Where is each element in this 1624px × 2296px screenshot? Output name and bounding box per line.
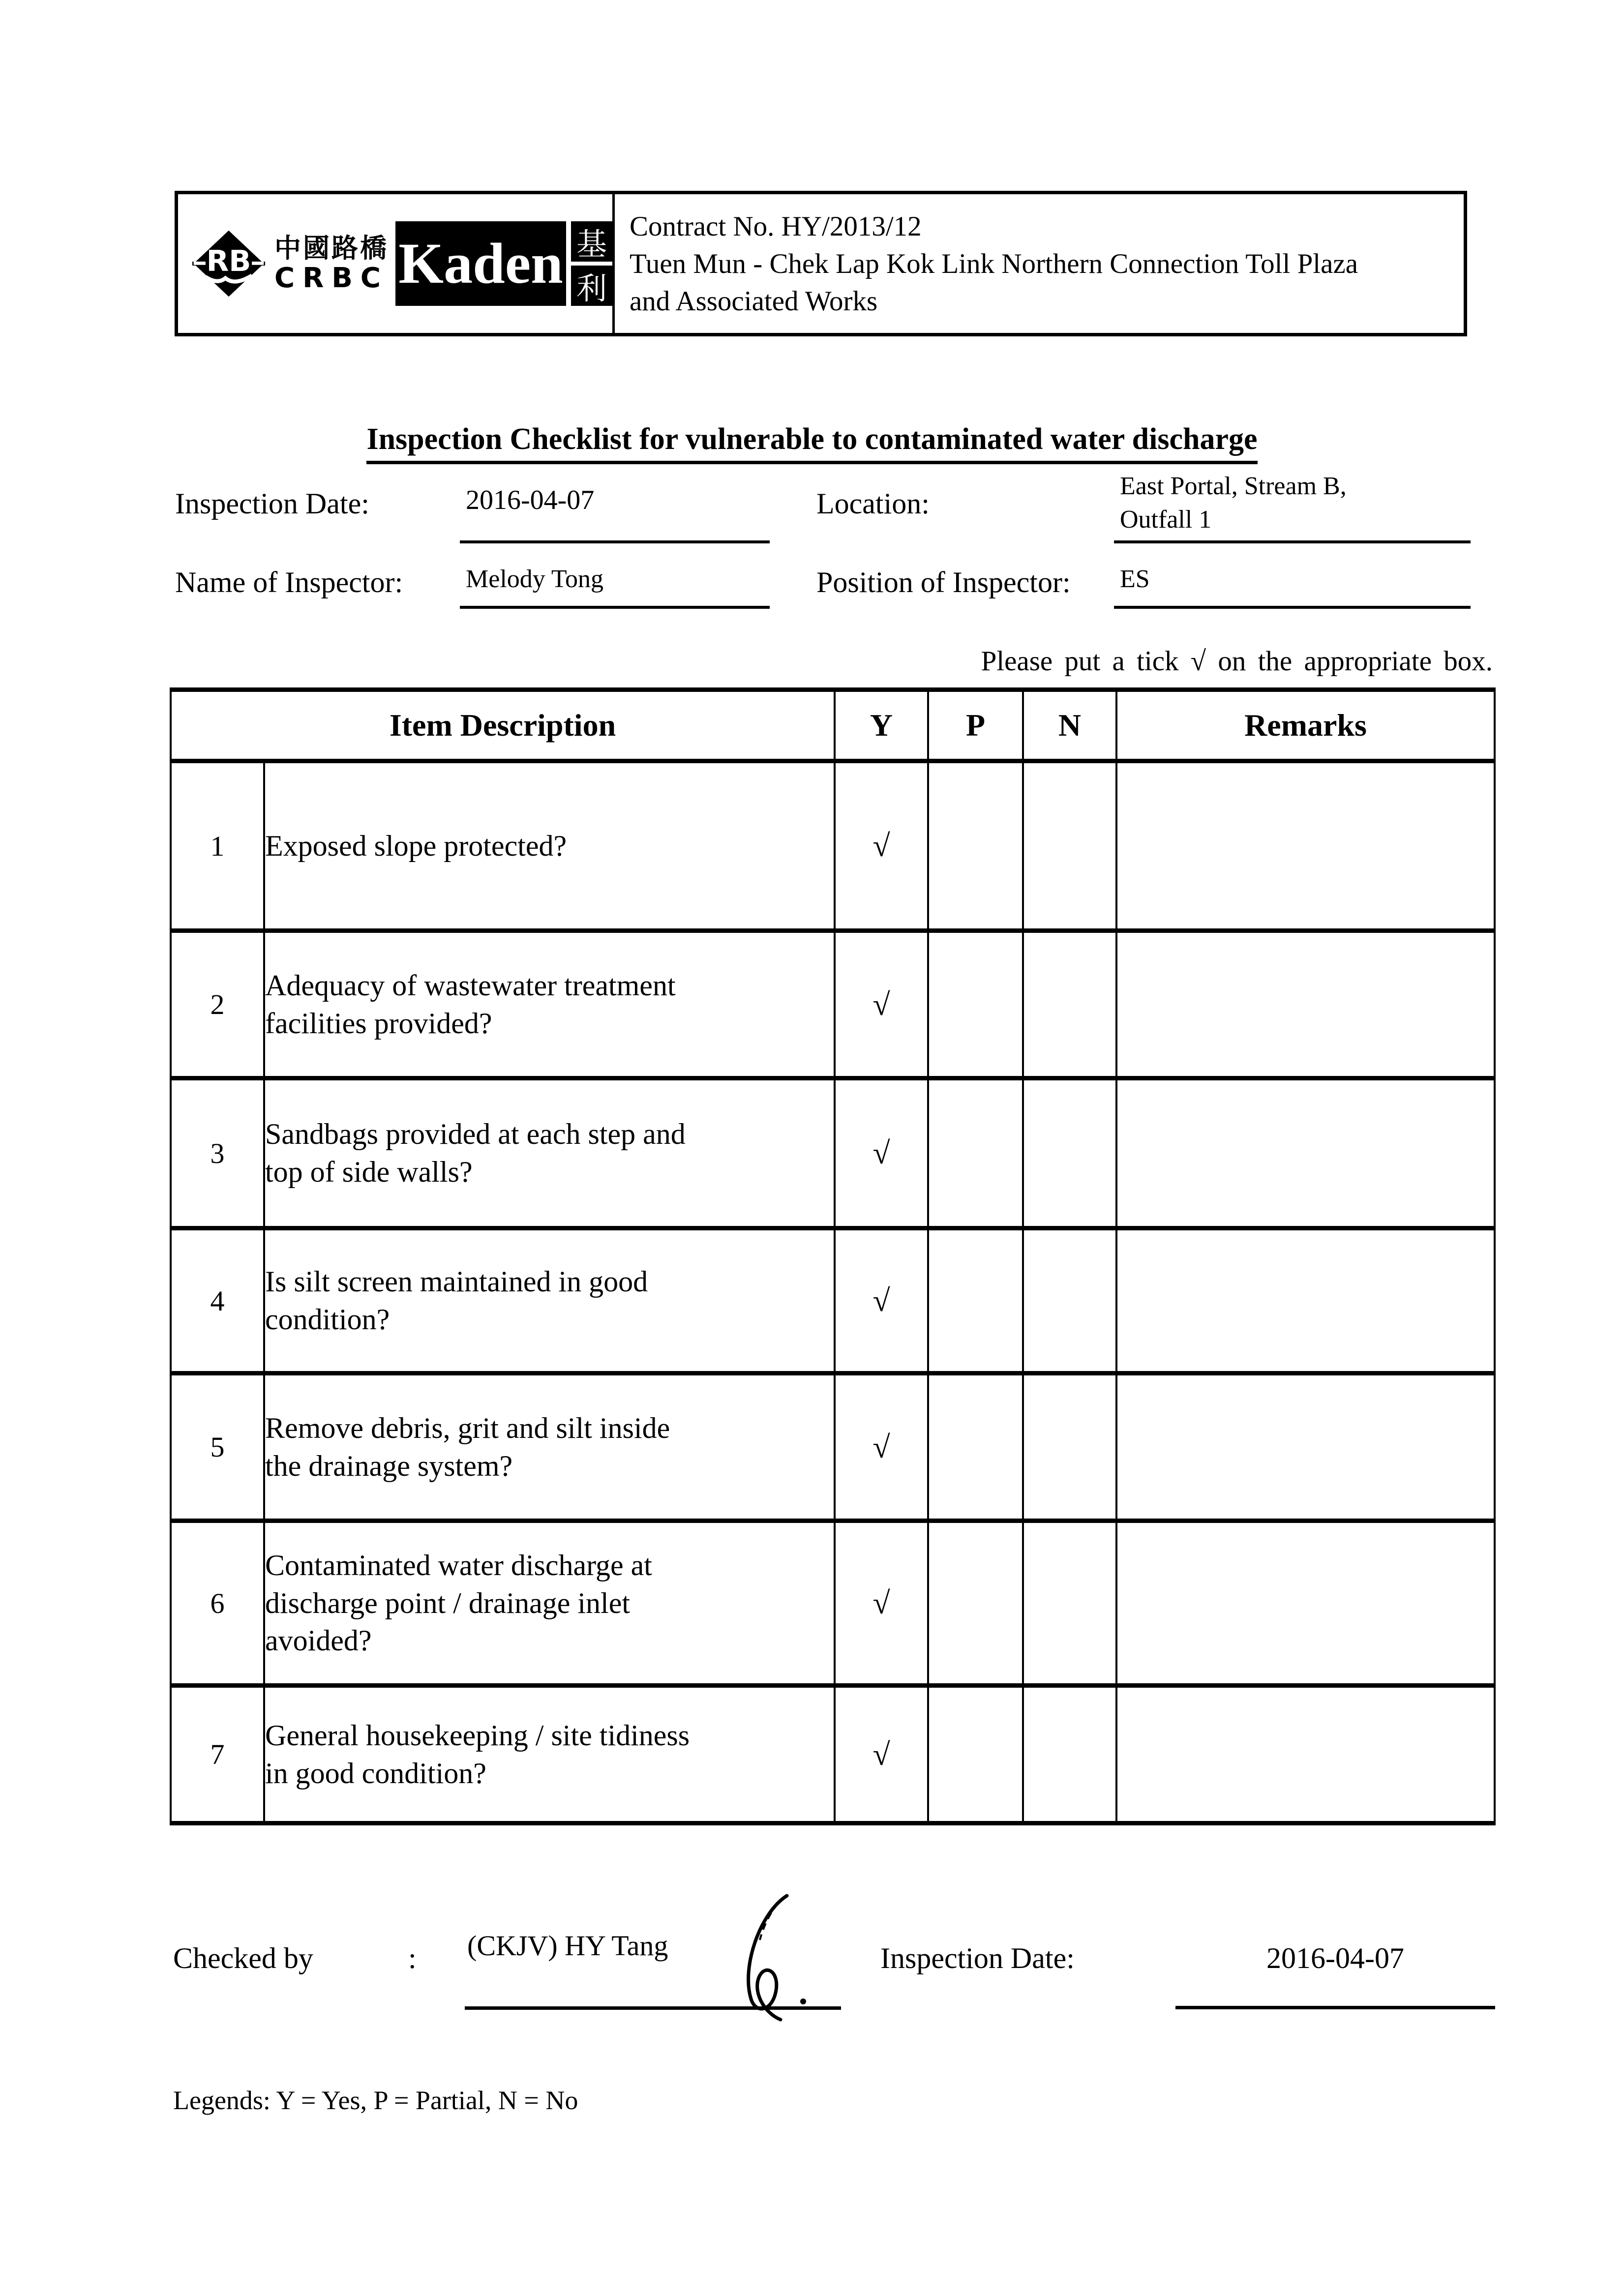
item-number: 3 [171,1078,264,1228]
crbc-rb-diamond-logo-icon [192,229,266,298]
svg-text:RB: RB [206,243,251,278]
project-name-line-1: Tuen Mun - Chek Lap Kok Link Northern Connection Toll Plaza [630,248,1358,279]
crbc-chinese-text: 中國路橋 [274,233,389,264]
remarks-cell [1116,1686,1495,1823]
item-description: Remove debris, grit and silt inside the drainage system? [264,1373,835,1521]
tick-cell-y: √ [835,1686,928,1823]
kaden-chinese-char-top: 基 [571,221,612,262]
contract-info [615,194,1464,333]
item-description: General housekeeping / site tidiness in good condition? [264,1686,835,1823]
inspection-date-label: Inspection Date: [175,487,369,520]
tick-cell-n [1023,931,1116,1078]
table-row [171,1373,1495,1521]
crbc-logo-text [274,235,389,292]
tick-cell-p [928,1521,1023,1686]
remarks-cell [1116,931,1495,1078]
table-row [171,1078,1495,1228]
footer-inspection-date-field [1175,1941,1495,2009]
item-number: 6 [171,1521,264,1686]
signature-icon [686,1886,834,2043]
remarks-cell [1116,761,1495,931]
document-title: Inspection Checklist for vulnerable to contaminated water discharge [0,422,1624,457]
checked-by-field [465,1920,841,2010]
inspector-name-field [460,565,770,609]
tick-cell-n [1023,761,1116,931]
item-description: Adequacy of wastewater treatment facilities provided? [264,931,835,1078]
col-header-y: Y [835,690,928,761]
tick-cell-p [928,931,1023,1078]
location-field [1114,470,1471,543]
table-row [171,1521,1495,1686]
inspector-name-label: Name of Inspector: [175,566,403,598]
checked-by-value: (CKJV) HY Tang [467,1930,668,1962]
col-header-remarks: Remarks [1116,690,1495,761]
table-row [171,761,1495,931]
table-row [171,1686,1495,1823]
location-value-line-1: East Portal, Stream B, [1120,472,1347,500]
checked-by-label: Checked by [173,1942,313,1974]
tick-cell-n [1023,1228,1116,1373]
tick-cell-y: √ [835,931,928,1078]
item-description: Exposed slope protected? [264,761,835,931]
col-header-n: N [1023,690,1116,761]
inspection-date-field [460,484,770,543]
logo-cell [178,194,615,333]
legends-note: Legends: Y = Yes, P = Partial, N = No [173,2086,578,2115]
tick-cell-y: √ [835,761,928,931]
tick-cell-p [928,1078,1023,1228]
remarks-cell [1116,1078,1495,1228]
kaden-logo: Kaden [395,221,566,306]
inspector-position-value: ES [1120,565,1150,593]
item-number: 1 [171,761,264,931]
item-number: 7 [171,1686,264,1823]
table-header-row [171,690,1495,761]
footer-inspection-date-label: Inspection Date: [880,1942,1075,1974]
tick-cell-n [1023,1686,1116,1823]
table-row [171,1228,1495,1373]
tick-cell-p [928,761,1023,931]
remarks-cell [1116,1228,1495,1373]
checklist-table [170,687,1496,1825]
tick-cell-y: √ [835,1228,928,1373]
tick-cell-p [928,1228,1023,1373]
tick-cell-n [1023,1521,1116,1686]
tick-cell-y: √ [835,1078,928,1228]
item-description: Sandbags provided at each step and top of side walls? [264,1078,835,1228]
location-value-line-2: Outfall 1 [1120,505,1212,534]
inspector-name-value: Melody Tong [466,565,603,593]
item-description: Contaminated water discharge at discharge point / drainage inlet avoided? [264,1521,835,1686]
tick-cell-y: √ [835,1521,928,1686]
kaden-chinese-char-bottom: 利 [571,266,612,306]
col-header-p: P [928,690,1023,761]
tick-cell-p [928,1686,1023,1823]
inspection-date-value: 2016-04-07 [466,485,595,515]
footer-inspection-date-value: 2016-04-07 [1266,1942,1404,1974]
tick-instruction: Please put a tick √ on the appropriate box. [981,646,1493,677]
tick-cell-n [1023,1078,1116,1228]
remarks-cell [1116,1521,1495,1686]
header-box [175,191,1467,336]
inspector-position-field [1114,565,1471,609]
location-label: Location: [816,487,930,520]
inspector-position-label: Position of Inspector: [816,566,1071,598]
contract-number-line: Contract No. HY/2013/12 [630,211,922,242]
checked-by-colon: : [408,1942,417,1974]
item-number: 5 [171,1373,264,1521]
col-header-item-description: Item Description [171,690,835,761]
item-number: 4 [171,1228,264,1373]
kaden-chinese-logo [571,221,612,306]
tick-cell-n [1023,1373,1116,1521]
remarks-cell [1116,1373,1495,1521]
tick-cell-y: √ [835,1373,928,1521]
crbc-latin-text: CRBC [274,262,389,294]
tick-cell-p [928,1373,1023,1521]
project-name-line-2: and Associated Works [630,285,878,317]
table-row [171,931,1495,1078]
item-description: Is silt screen maintained in good condition? [264,1228,835,1373]
item-number: 2 [171,931,264,1078]
